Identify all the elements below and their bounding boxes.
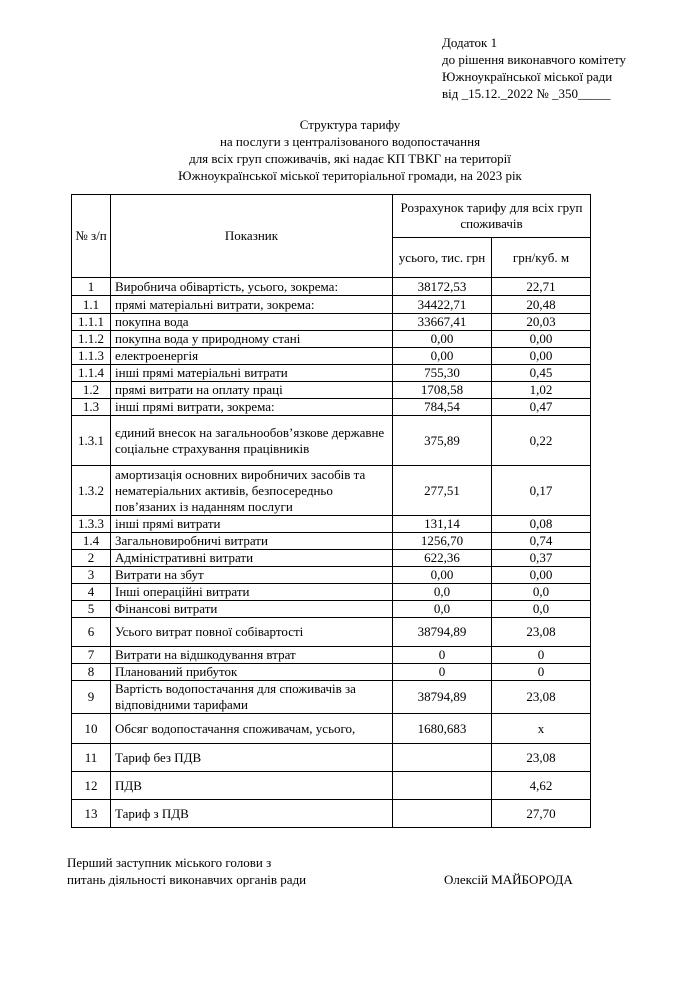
row-num: 9 bbox=[72, 681, 111, 714]
table-row bbox=[72, 399, 591, 416]
row-per-unit: 4,62 bbox=[492, 772, 591, 800]
row-indicator: Витрати на відшкодування втрат bbox=[111, 647, 393, 664]
row-num: 4 bbox=[72, 584, 111, 601]
row-per-unit: 20,48 bbox=[492, 296, 591, 314]
row-total: 38172,53 bbox=[393, 278, 492, 296]
row-indicator: інші прямі витрати, зокрема: bbox=[111, 399, 393, 416]
table-row bbox=[72, 567, 591, 584]
row-total: 1680,683 bbox=[393, 714, 492, 744]
row-num: 1.1.3 bbox=[72, 348, 111, 365]
table-row bbox=[72, 278, 591, 296]
table-row bbox=[72, 681, 591, 714]
row-num: 13 bbox=[72, 800, 111, 828]
row-indicator: ПДВ bbox=[111, 772, 393, 800]
row-total: 0 bbox=[393, 664, 492, 681]
row-indicator: Фінансові витрати bbox=[111, 601, 393, 618]
row-per-unit: 0,00 bbox=[492, 331, 591, 348]
signature-line: питань діяльності виконавчих органів ради bbox=[67, 872, 307, 887]
row-num: 2 bbox=[72, 550, 111, 567]
row-indicator: Усього витрат повної собівартості bbox=[111, 618, 393, 647]
row-indicator: амортизація основних виробничих засобів та нематеріальних активів, безпосередньо пов’язаних із наданням послуги bbox=[111, 466, 393, 516]
row-per-unit: 0,0 bbox=[492, 601, 591, 618]
row-per-unit: 0,0 bbox=[492, 584, 591, 601]
header-calc: Розрахунок тарифу для всіх груп споживачів bbox=[393, 195, 591, 238]
row-num: 1.4 bbox=[72, 533, 111, 550]
row-per-unit: 0,74 bbox=[492, 533, 591, 550]
table-row bbox=[72, 533, 591, 550]
row-num: 1.2 bbox=[72, 382, 111, 399]
table-row bbox=[72, 331, 591, 348]
row-num: 1.1.4 bbox=[72, 365, 111, 382]
row-total: 0,00 bbox=[393, 331, 492, 348]
row-per-unit: 0,45 bbox=[492, 365, 591, 382]
title-line: Структура тарифу bbox=[299, 117, 401, 132]
row-total: 622,36 bbox=[393, 550, 492, 567]
row-indicator: єдиний внесок на загальнообов’язкове державне соціальне страхування працівників bbox=[111, 416, 393, 466]
row-num: 1.3.1 bbox=[72, 416, 111, 466]
row-total: 784,54 bbox=[393, 399, 492, 416]
row-total: 38794,89 bbox=[393, 681, 492, 714]
row-num: 1.1.1 bbox=[72, 314, 111, 331]
row-per-unit: 0,22 bbox=[492, 416, 591, 466]
row-num: 11 bbox=[72, 744, 111, 772]
row-total: 1256,70 bbox=[393, 533, 492, 550]
row-indicator: Тариф з ПДВ bbox=[111, 800, 393, 828]
row-total: 0 bbox=[393, 647, 492, 664]
row-indicator: електроенергія bbox=[111, 348, 393, 365]
tariff-table bbox=[71, 194, 591, 828]
row-num: 3 bbox=[72, 567, 111, 584]
signature-line: Перший заступник міського голови з bbox=[67, 855, 272, 870]
addendum-line: Додаток 1 bbox=[442, 35, 498, 50]
table-row bbox=[72, 584, 591, 601]
row-total: 375,89 bbox=[393, 416, 492, 466]
row-per-unit: 20,03 bbox=[492, 314, 591, 331]
title-line: Южноукраїнської міської територіальної громади, на 2023 рік bbox=[178, 168, 522, 183]
row-num: 8 bbox=[72, 664, 111, 681]
row-indicator: покупна вода bbox=[111, 314, 393, 331]
header-per-unit: грн/куб. м bbox=[492, 238, 591, 278]
signer-name: Олексій МАЙБОРОДА bbox=[444, 872, 573, 887]
row-num: 6 bbox=[72, 618, 111, 647]
table-row bbox=[72, 296, 591, 314]
row-num: 7 bbox=[72, 647, 111, 664]
row-per-unit: х bbox=[492, 714, 591, 744]
row-total: 755,30 bbox=[393, 365, 492, 382]
row-indicator: Виробнича обівартість, усього, зокрема: bbox=[111, 278, 393, 296]
row-indicator: Обсяг водопостачання споживачам, усього, bbox=[111, 714, 393, 744]
table-body bbox=[72, 278, 591, 828]
row-total: 0,00 bbox=[393, 348, 492, 365]
row-indicator: інші прямі матеріальні витрати bbox=[111, 365, 393, 382]
row-total: 277,51 bbox=[393, 466, 492, 516]
table-row bbox=[72, 647, 591, 664]
row-indicator: Планований прибуток bbox=[111, 664, 393, 681]
table-row bbox=[72, 772, 591, 800]
document-title bbox=[0, 116, 700, 184]
row-indicator: прямі витрати на оплату праці bbox=[111, 382, 393, 399]
table-row bbox=[72, 664, 591, 681]
row-per-unit: 0,00 bbox=[492, 348, 591, 365]
table-row bbox=[72, 714, 591, 744]
addendum-header bbox=[442, 34, 626, 102]
table-row bbox=[72, 365, 591, 382]
row-num: 1.1.2 bbox=[72, 331, 111, 348]
row-total: 1708,58 bbox=[393, 382, 492, 399]
row-per-unit: 0 bbox=[492, 647, 591, 664]
table-row bbox=[72, 516, 591, 533]
row-per-unit: 23,08 bbox=[492, 618, 591, 647]
row-per-unit: 0,17 bbox=[492, 466, 591, 516]
row-indicator: Адміністративні витрати bbox=[111, 550, 393, 567]
row-num: 1.3.3 bbox=[72, 516, 111, 533]
row-total: 34422,71 bbox=[393, 296, 492, 314]
title-line: на послуги з централізованого водопостачання bbox=[219, 134, 481, 149]
row-per-unit: 0,08 bbox=[492, 516, 591, 533]
table-row bbox=[72, 744, 591, 772]
header-indicator: Показник bbox=[111, 195, 393, 278]
row-num: 10 bbox=[72, 714, 111, 744]
table-row bbox=[72, 601, 591, 618]
row-indicator: Інші операційні витрати bbox=[111, 584, 393, 601]
table-row bbox=[72, 382, 591, 399]
table-row bbox=[72, 348, 591, 365]
addendum-line: від _15.12._2022 № _350_____ bbox=[442, 86, 611, 101]
row-indicator: покупна вода у природному стані bbox=[111, 331, 393, 348]
row-per-unit: 23,08 bbox=[492, 744, 591, 772]
row-num: 1 bbox=[72, 278, 111, 296]
row-total: 33667,41 bbox=[393, 314, 492, 331]
row-per-unit: 0,00 bbox=[492, 567, 591, 584]
row-num: 1.3 bbox=[72, 399, 111, 416]
table-row bbox=[72, 550, 591, 567]
row-num: 12 bbox=[72, 772, 111, 800]
table-row bbox=[72, 314, 591, 331]
row-indicator: Тариф без ПДВ bbox=[111, 744, 393, 772]
row-indicator: інші прямі витрати bbox=[111, 516, 393, 533]
row-num: 5 bbox=[72, 601, 111, 618]
row-per-unit: 23,08 bbox=[492, 681, 591, 714]
table-row bbox=[72, 416, 591, 466]
row-total bbox=[393, 772, 492, 800]
row-per-unit: 27,70 bbox=[492, 800, 591, 828]
row-num: 1.3.2 bbox=[72, 466, 111, 516]
row-num: 1.1 bbox=[72, 296, 111, 314]
addendum-line: Южноукраїнської міської ради bbox=[442, 69, 613, 84]
table-row bbox=[72, 618, 591, 647]
row-indicator: прямі матеріальні витрати, зокрема: bbox=[111, 296, 393, 314]
row-total: 0,0 bbox=[393, 601, 492, 618]
header-total: усього, тис. грн bbox=[393, 238, 492, 278]
row-per-unit: 0,47 bbox=[492, 399, 591, 416]
signature-block bbox=[67, 854, 306, 888]
row-total: 0,0 bbox=[393, 584, 492, 601]
row-total bbox=[393, 800, 492, 828]
row-total: 38794,89 bbox=[393, 618, 492, 647]
header-num: № з/п bbox=[72, 195, 111, 278]
addendum-line: до рішення виконавчого комітету bbox=[442, 52, 627, 67]
row-per-unit: 1,02 bbox=[492, 382, 591, 399]
title-line: для всіх груп споживачів, які надає КП ТВКГ на території bbox=[189, 151, 511, 166]
row-indicator: Вартість водопостачання для споживачів за відповідними тарифами bbox=[111, 681, 393, 714]
row-total bbox=[393, 744, 492, 772]
row-indicator: Витрати на збут bbox=[111, 567, 393, 584]
table-row bbox=[72, 466, 591, 516]
row-total: 0,00 bbox=[393, 567, 492, 584]
row-indicator: Загальновиробничі витрати bbox=[111, 533, 393, 550]
row-per-unit: 0,37 bbox=[492, 550, 591, 567]
row-per-unit: 22,71 bbox=[492, 278, 591, 296]
row-per-unit: 0 bbox=[492, 664, 591, 681]
row-total: 131,14 bbox=[393, 516, 492, 533]
table-row bbox=[72, 800, 591, 828]
